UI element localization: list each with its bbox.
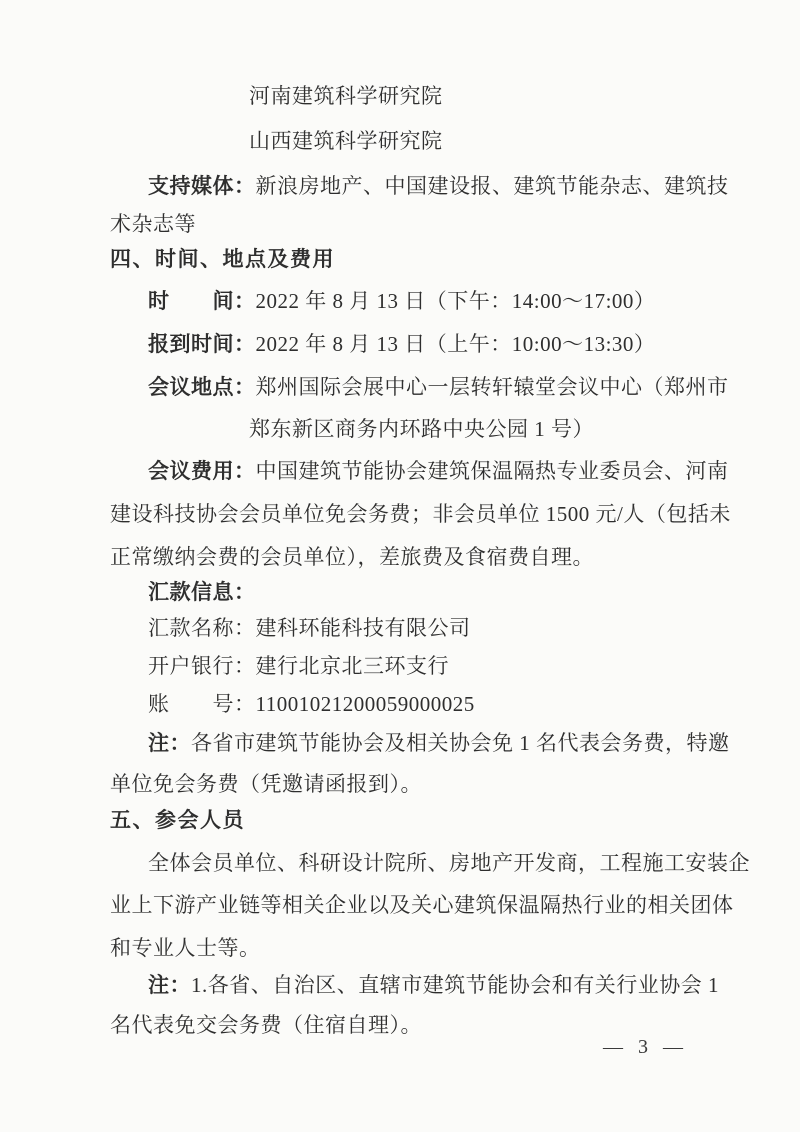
line-fee-note-1 xyxy=(148,731,730,755)
line-remit-name xyxy=(148,616,471,640)
body-text: 新浪房地产、中国建设报、建筑节能杂志、建筑技 xyxy=(255,174,729,198)
line-section-4-heading xyxy=(110,247,335,272)
line-attendee-note-2 xyxy=(110,1013,422,1037)
body-text: 开户银行：建行北京北三环支行 xyxy=(148,654,449,678)
label-text: 注： xyxy=(148,731,191,755)
body-text: 账 号：11001021200059000025 xyxy=(148,692,475,716)
body-text: 正常缴纳会费的会员单位），差旅费及食宿费自理。 xyxy=(110,545,594,569)
line-media-support-2 xyxy=(110,212,196,236)
body-text: 业上下游产业链等相关企业以及关心建筑保温隔热行业的相关团体 xyxy=(110,893,734,917)
body-text: 山西建筑科学研究院 xyxy=(249,129,443,153)
line-remit-account xyxy=(148,692,475,716)
page-number xyxy=(603,1036,688,1059)
body-text: 各省市建筑节能协会及相关协会免 1 名代表会务费，特邀 xyxy=(191,731,730,755)
body-text: 全体会员单位、科研设计院所、房地产开发商，工程施工安装企 xyxy=(148,851,750,875)
label-text: 五、参会人员 xyxy=(110,809,245,832)
line-attendees-3 xyxy=(110,936,261,960)
label-text: 时 间： xyxy=(148,289,256,313)
label-text: 汇款信息： xyxy=(148,580,256,604)
body-text: 术杂志等 xyxy=(110,212,196,236)
body-text: 2022 年 8 月 13 日（下午：14:00～17:00） xyxy=(255,289,656,313)
line-section-5-heading xyxy=(110,808,245,833)
line-attendee-note-1 xyxy=(148,973,719,997)
line-fee-3 xyxy=(110,545,594,569)
body-text: 和专业人士等。 xyxy=(110,936,261,960)
line-org-henan xyxy=(249,84,443,108)
line-venue-2 xyxy=(249,417,594,441)
label-text: 会议费用： xyxy=(148,459,256,483)
line-remit-bank xyxy=(148,654,449,678)
body-text: 2022 年 8 月 13 日（上午：10:00～13:30） xyxy=(255,332,656,356)
line-attendees-2 xyxy=(110,893,734,917)
line-checkin-time xyxy=(148,332,655,356)
line-attendees-1 xyxy=(148,851,750,875)
body-text: 中国建筑节能协会建筑保温隔热专业委员会、河南 xyxy=(255,459,729,483)
body-text: 1.各省、自治区、直辖市建筑节能协会和有关行业协会 1 xyxy=(191,973,719,997)
body-text: 名代表免交会务费（住宿自理）。 xyxy=(110,1013,422,1037)
line-meeting-time xyxy=(148,289,655,313)
body-text: 建设科技协会会员单位免会务费；非会员单位 1500 元/人（包括未 xyxy=(110,502,731,526)
label-text: 会议地点： xyxy=(148,375,256,399)
line-venue-1 xyxy=(148,375,729,399)
line-remit-info-label xyxy=(148,580,256,604)
label-text: 四、时间、地点及费用 xyxy=(110,248,335,271)
body-text: 单位免会务费（凭邀请函报到）。 xyxy=(110,772,422,796)
body-text: 河南建筑科学研究院 xyxy=(249,84,443,108)
label-text: 注： xyxy=(148,973,191,997)
body-text: 汇款名称：建科环能科技有限公司 xyxy=(148,616,471,640)
line-fee-2 xyxy=(110,502,731,526)
label-text: 支持媒体： xyxy=(148,174,256,198)
body-text: 郑州国际会展中心一层转轩辕堂会议中心（郑州市 xyxy=(255,375,729,399)
label-text: 报到时间： xyxy=(148,332,256,356)
body-text: 郑东新区商务内环路中央公园 1 号） xyxy=(249,417,594,441)
body-text: — 3 — xyxy=(603,1036,688,1058)
line-org-shanxi xyxy=(249,129,443,153)
line-fee-note-2 xyxy=(110,772,422,796)
line-media-support-1 xyxy=(148,174,729,198)
line-fee-1 xyxy=(148,459,729,483)
